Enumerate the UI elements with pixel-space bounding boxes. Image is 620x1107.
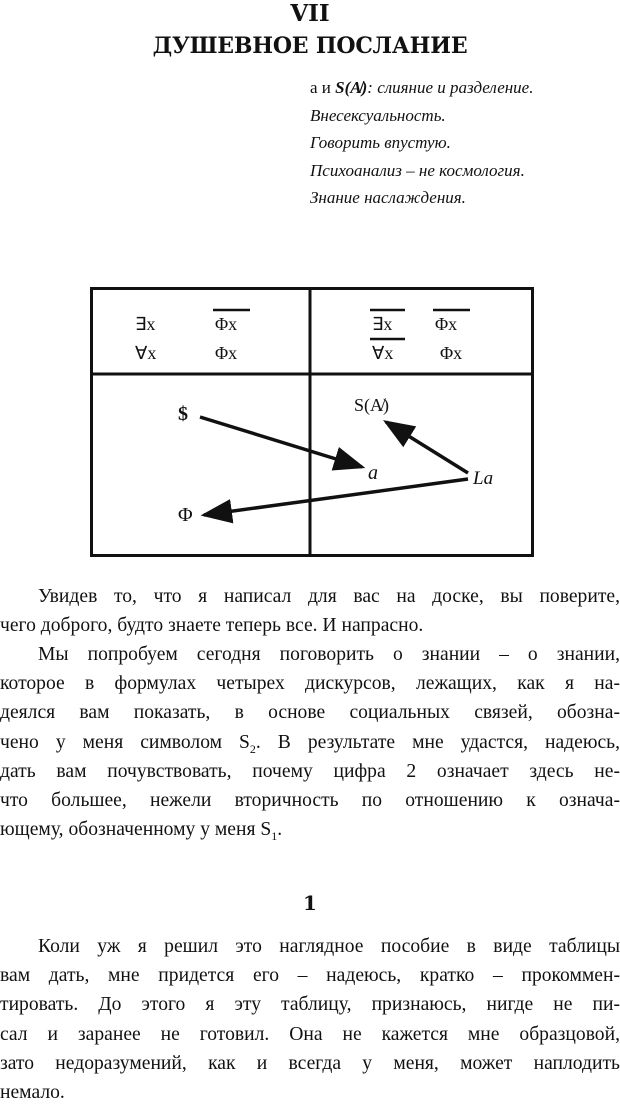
paragraph-3 [0,932,620,1107]
paragraph-1 [0,582,620,640]
section-number: 1 [303,891,317,915]
text-fragment: . В результате мне удастся, надеюсь, [255,731,620,753]
epigraph-symbol: S(A̸) [335,78,368,97]
diagram-svg [90,287,534,557]
text-fragment: чено у меня символом S [0,731,250,753]
subscript: 1 [271,829,278,844]
text-fragment: . [277,819,283,841]
text-line: чего доброго, будто знаете теперь все. И напрасно. [0,615,424,637]
text-line: немало. [0,1081,65,1103]
text-line: тировать. До этого я эту таблицу, признаюсь, нигде не пи- [0,994,620,1016]
text-fragment: ющему, обозначенному у меня S [0,819,272,841]
epigraph-line-4: Психоанализ – не космология. [310,160,525,180]
epigraph-prefix: а и [310,78,336,97]
arrow-la-to-s-barred-a [386,422,468,473]
text-line: сал и заранее не готовил. Она не кажется мне образцовой, [0,1023,620,1045]
text-line: деялся вам показать, в основе социальных связей, обозна- [0,702,620,724]
formula-exists-x: ∃x [135,314,156,334]
formula-phi-x-negated-right: Φx [435,314,458,334]
epigraph-rest: : слияние и разделение. [367,78,534,97]
text-line: Увидев то, что я написал для вас на доске, вы поверите, [38,586,620,607]
formula-exists-x-negated: ∃x [372,314,393,334]
text-line [0,728,620,757]
epigraph-line-3: Говорить впустую. [310,133,451,152]
arrow-la-to-phi [204,479,468,515]
text-line: что большее, нежели вторичность по отношению к означа- [0,789,620,811]
arrow-s-to-a [200,417,362,467]
text-line: вам дать, мне придется его – надеюсь, кратко – прокоммен- [0,965,620,987]
chapter-number: VII [290,0,330,27]
text-line: которое в формулах четырех дискурсов, лежащих, как я на- [0,673,620,695]
paragraph-2 [0,640,620,844]
symbol-la: La [473,468,494,489]
text-line [0,815,620,844]
formula-forall-x: ∀x [135,343,157,363]
symbol-a: a [368,462,378,484]
sexuation-diagram [90,287,534,557]
symbol-barred-s: $ [178,403,188,425]
formula-phi-x-right: Φx [440,343,463,363]
epigraph-line-5: Знание наслаждения. [310,188,466,207]
formula-phi-x-negated: Φx [215,314,238,334]
epigraph-line-2: Внесексуальность. [310,105,446,125]
text-line: Коли уж я решил это наглядное пособие в виде таблицы [38,936,620,957]
epigraph [310,74,610,212]
text-line: зато недоразумений, как и всегда у меня, может наплодить [0,1052,620,1074]
epigraph-line-1 [310,74,610,102]
text-line: Мы попробуем сегодня поговорить о знании – о знании, [38,644,620,665]
formula-forall-x-negated: ∀x [372,343,394,363]
formula-phi-x: Φx [215,343,238,363]
subscript: 2 [249,741,256,756]
text-line: дать вам почувствовать, почему цифра 2 означает здесь не- [0,760,620,782]
symbol-phi: Φ [178,504,193,526]
chapter-title: ДУШЕВНОЕ ПОСЛАНИЕ [152,33,468,59]
diagram-frame [92,289,533,556]
symbol-s-barred-a: S(A̸) [354,395,389,415]
